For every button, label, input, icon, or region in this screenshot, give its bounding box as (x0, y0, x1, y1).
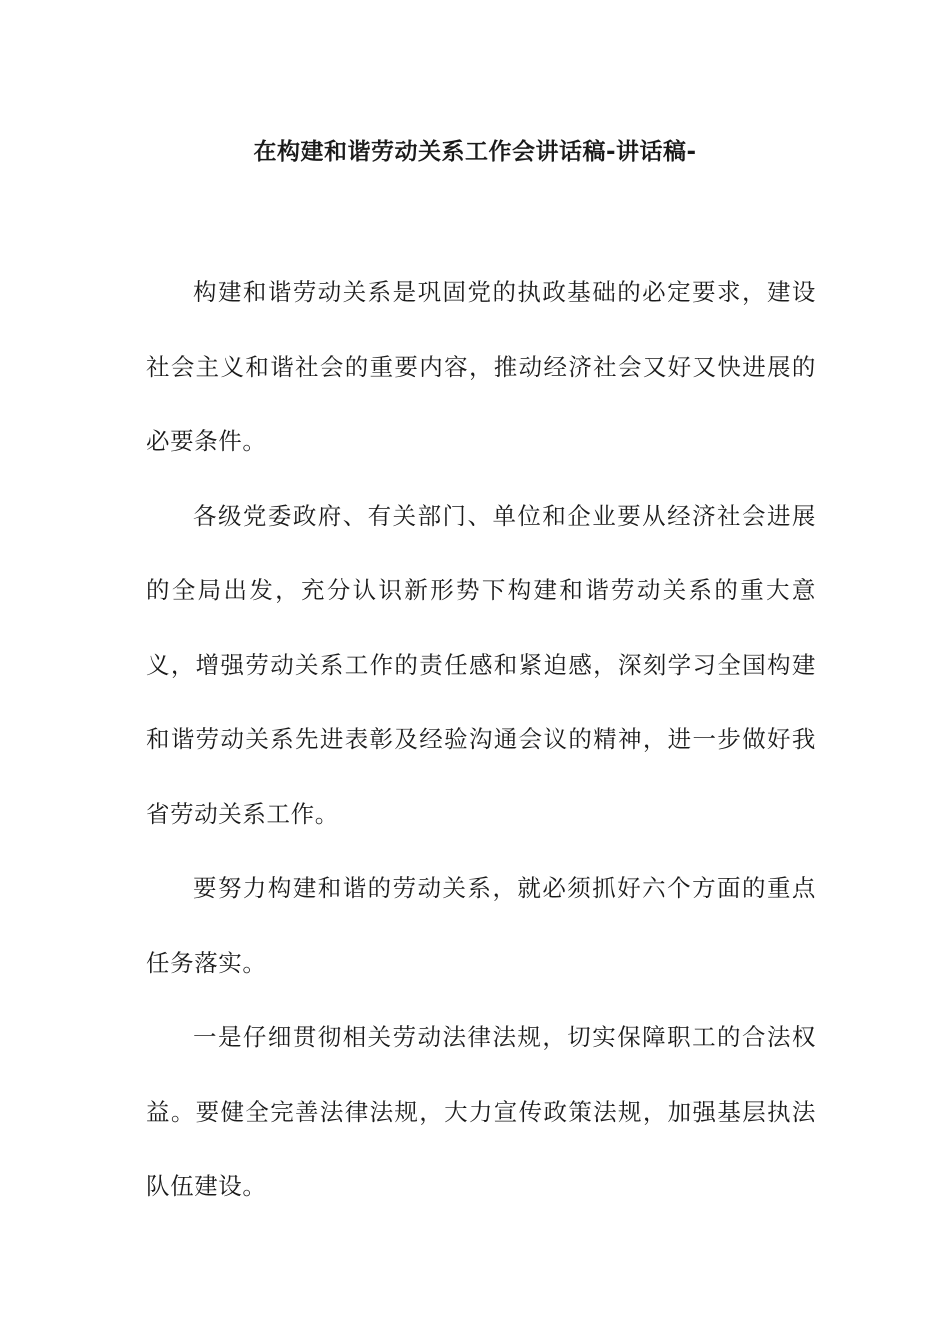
paragraph-3: 要努力构建和谐的劳动关系，就必须抓好六个方面的重点任务落实。 (146, 874, 816, 977)
paragraph-1: 构建和谐劳动关系是巩固党的执政基础的必定要求，建设社会主义和谐社会的重要内容，推动经济社会又好又快进展的必要条件。 (146, 278, 816, 455)
paragraph-4: 一是仔细贯彻相关劳动法律法规，切实保障职工的合法权益。要健全完善法律法规，大力宣传政策法规，加强基层执法队伍建设。 (146, 1023, 816, 1200)
paragraph-2: 各级党委政府、有关部门、单位和企业要从经济社会进展的全局出发，充分认识新形势下构建和谐劳动关系的重大意义，增强劳动关系工作的责任感和紧迫感，深刻学习全国构建和谐劳动关系先进表彰及经验沟通会议的精神，进一步做好我省劳动关系工作。 (146, 501, 816, 828)
document-title: 在构建和谐劳动关系工作会讲话稿-讲话稿- (253, 139, 697, 165)
document-body (146, 255, 816, 1224)
